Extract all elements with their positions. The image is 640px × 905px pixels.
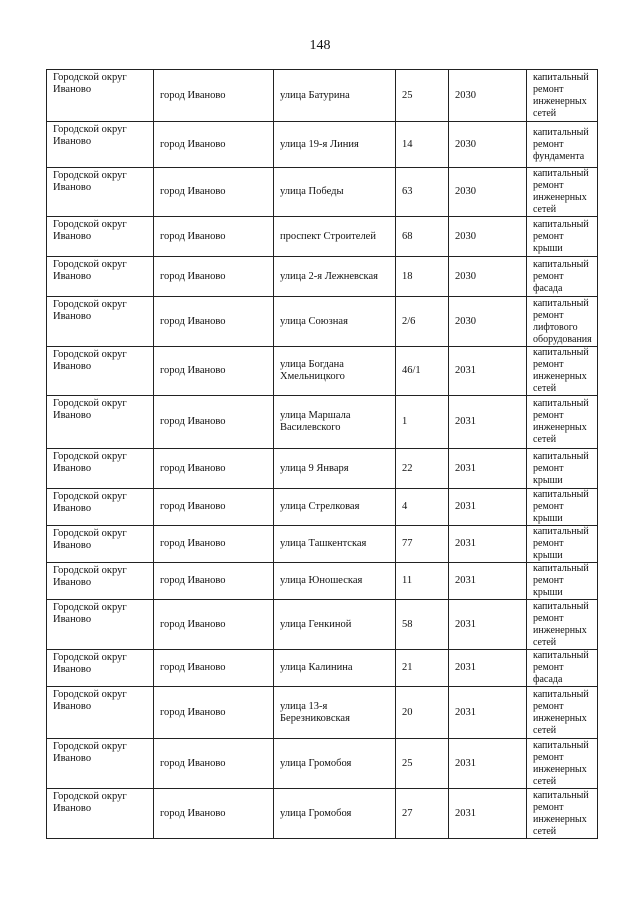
- cell-house-number: 14: [396, 122, 449, 168]
- cell-settlement: город Иваново: [154, 739, 274, 789]
- table-row: [47, 297, 598, 347]
- cell-house-number: 46/1: [396, 347, 449, 396]
- table-row: [47, 600, 598, 650]
- cell-house-number: 18: [396, 257, 449, 297]
- cell-street: улица 9 Января: [274, 449, 396, 489]
- table-row: [47, 217, 598, 257]
- cell-year: 2030: [449, 257, 527, 297]
- cell-work-type: капитальный ремонт инженерных сетей: [527, 396, 598, 449]
- cell-municipality: Городской округ Иваново: [47, 563, 154, 600]
- cell-street: проспект Строителей: [274, 217, 396, 257]
- table-row: [47, 687, 598, 739]
- cell-settlement: город Иваново: [154, 789, 274, 839]
- cell-municipality: Городской округ Иваново: [47, 789, 154, 839]
- cell-year: 2030: [449, 70, 527, 122]
- cell-year: 2031: [449, 650, 527, 687]
- cell-house-number: 20: [396, 687, 449, 739]
- cell-work-type: капитальный ремонт инженерных сетей: [527, 600, 598, 650]
- cell-work-type: капитальный ремонт инженерных сетей: [527, 70, 598, 122]
- cell-street: улица 2-я Лежневская: [274, 257, 396, 297]
- cell-work-type: капитальный ремонт лифтового оборудования: [527, 297, 598, 347]
- cell-year: 2030: [449, 217, 527, 257]
- cell-house-number: 2/6: [396, 297, 449, 347]
- table-row: [47, 789, 598, 839]
- cell-house-number: 25: [396, 739, 449, 789]
- cell-street: улица Батурина: [274, 70, 396, 122]
- cell-settlement: город Иваново: [154, 687, 274, 739]
- cell-settlement: город Иваново: [154, 600, 274, 650]
- cell-house-number: 77: [396, 526, 449, 563]
- cell-street: улица Стрелковая: [274, 489, 396, 526]
- cell-house-number: 58: [396, 600, 449, 650]
- cell-municipality: Городской округ Иваново: [47, 168, 154, 217]
- cell-work-type: капитальный ремонт инженерных сетей: [527, 739, 598, 789]
- table-row: [47, 739, 598, 789]
- cell-street: улица Богдана Хмельницкого: [274, 347, 396, 396]
- cell-house-number: 4: [396, 489, 449, 526]
- cell-work-type: капитальный ремонт крыши: [527, 489, 598, 526]
- cell-municipality: Городской округ Иваново: [47, 650, 154, 687]
- cell-street: улица Калинина: [274, 650, 396, 687]
- cell-settlement: город Иваново: [154, 217, 274, 257]
- cell-municipality: Городской округ Иваново: [47, 297, 154, 347]
- cell-work-type: капитальный ремонт крыши: [527, 563, 598, 600]
- cell-street: улица 13-я Березниковская: [274, 687, 396, 739]
- cell-work-type: капитальный ремонт фасада: [527, 257, 598, 297]
- cell-street: улица Ташкентская: [274, 526, 396, 563]
- cell-municipality: Городской округ Иваново: [47, 396, 154, 449]
- cell-municipality: Городской округ Иваново: [47, 739, 154, 789]
- cell-year: 2031: [449, 526, 527, 563]
- cell-settlement: город Иваново: [154, 489, 274, 526]
- table-row: [47, 168, 598, 217]
- cell-street: улица Громобоя: [274, 739, 396, 789]
- cell-municipality: Городской округ Иваново: [47, 347, 154, 396]
- cell-work-type: капитальный ремонт инженерных сетей: [527, 789, 598, 839]
- cell-year: 2030: [449, 122, 527, 168]
- cell-house-number: 22: [396, 449, 449, 489]
- table-row: [47, 489, 598, 526]
- cell-settlement: город Иваново: [154, 168, 274, 217]
- cell-settlement: город Иваново: [154, 650, 274, 687]
- cell-year: 2030: [449, 168, 527, 217]
- cell-municipality: Городской округ Иваново: [47, 687, 154, 739]
- cell-settlement: город Иваново: [154, 297, 274, 347]
- table-row: [47, 650, 598, 687]
- cell-settlement: город Иваново: [154, 563, 274, 600]
- cell-settlement: город Иваново: [154, 70, 274, 122]
- cell-year: 2031: [449, 396, 527, 449]
- table-row: [47, 70, 598, 122]
- table-body: [47, 70, 598, 839]
- cell-year: 2031: [449, 789, 527, 839]
- table-row: [47, 563, 598, 600]
- page-number: 148: [309, 38, 331, 53]
- cell-year: 2031: [449, 489, 527, 526]
- table-row: [47, 347, 598, 396]
- table-row: [47, 122, 598, 168]
- cell-work-type: капитальный ремонт крыши: [527, 526, 598, 563]
- cell-year: 2031: [449, 739, 527, 789]
- cell-house-number: 63: [396, 168, 449, 217]
- cell-municipality: Городской округ Иваново: [47, 217, 154, 257]
- cell-house-number: 11: [396, 563, 449, 600]
- cell-street: улица 19-я Линия: [274, 122, 396, 168]
- cell-house-number: 21: [396, 650, 449, 687]
- cell-settlement: город Иваново: [154, 347, 274, 396]
- cell-year: 2031: [449, 563, 527, 600]
- cell-settlement: город Иваново: [154, 449, 274, 489]
- table-row: [47, 396, 598, 449]
- cell-work-type: капитальный ремонт инженерных сетей: [527, 347, 598, 396]
- cell-work-type: капитальный ремонт крыши: [527, 217, 598, 257]
- cell-year: 2031: [449, 687, 527, 739]
- cell-settlement: город Иваново: [154, 122, 274, 168]
- cell-municipality: Городской округ Иваново: [47, 70, 154, 122]
- cell-house-number: 27: [396, 789, 449, 839]
- cell-work-type: капитальный ремонт крыши: [527, 449, 598, 489]
- cell-municipality: Городской округ Иваново: [47, 600, 154, 650]
- cell-municipality: Городской округ Иваново: [47, 122, 154, 168]
- repair-schedule-table: [46, 69, 598, 839]
- cell-municipality: Городской округ Иваново: [47, 257, 154, 297]
- cell-house-number: 68: [396, 217, 449, 257]
- cell-municipality: Городской округ Иваново: [47, 489, 154, 526]
- table-row: [47, 449, 598, 489]
- cell-year: 2030: [449, 297, 527, 347]
- cell-house-number: 1: [396, 396, 449, 449]
- cell-year: 2031: [449, 347, 527, 396]
- cell-street: улица Маршала Василевского: [274, 396, 396, 449]
- cell-work-type: капитальный ремонт фасада: [527, 650, 598, 687]
- cell-settlement: город Иваново: [154, 526, 274, 563]
- cell-street: улица Юношеская: [274, 563, 396, 600]
- table-row: [47, 257, 598, 297]
- cell-house-number: 25: [396, 70, 449, 122]
- cell-work-type: капитальный ремонт фундамента: [527, 122, 598, 168]
- cell-street: улица Победы: [274, 168, 396, 217]
- cell-municipality: Городской округ Иваново: [47, 526, 154, 563]
- cell-settlement: город Иваново: [154, 257, 274, 297]
- cell-work-type: капитальный ремонт инженерных сетей: [527, 168, 598, 217]
- cell-work-type: капитальный ремонт инженерных сетей: [527, 687, 598, 739]
- cell-street: улица Союзная: [274, 297, 396, 347]
- cell-municipality: Городской округ Иваново: [47, 449, 154, 489]
- cell-year: 2031: [449, 449, 527, 489]
- cell-street: улица Генкиной: [274, 600, 396, 650]
- table-row: [47, 526, 598, 563]
- cell-year: 2031: [449, 600, 527, 650]
- cell-street: улица Громобоя: [274, 789, 396, 839]
- cell-settlement: город Иваново: [154, 396, 274, 449]
